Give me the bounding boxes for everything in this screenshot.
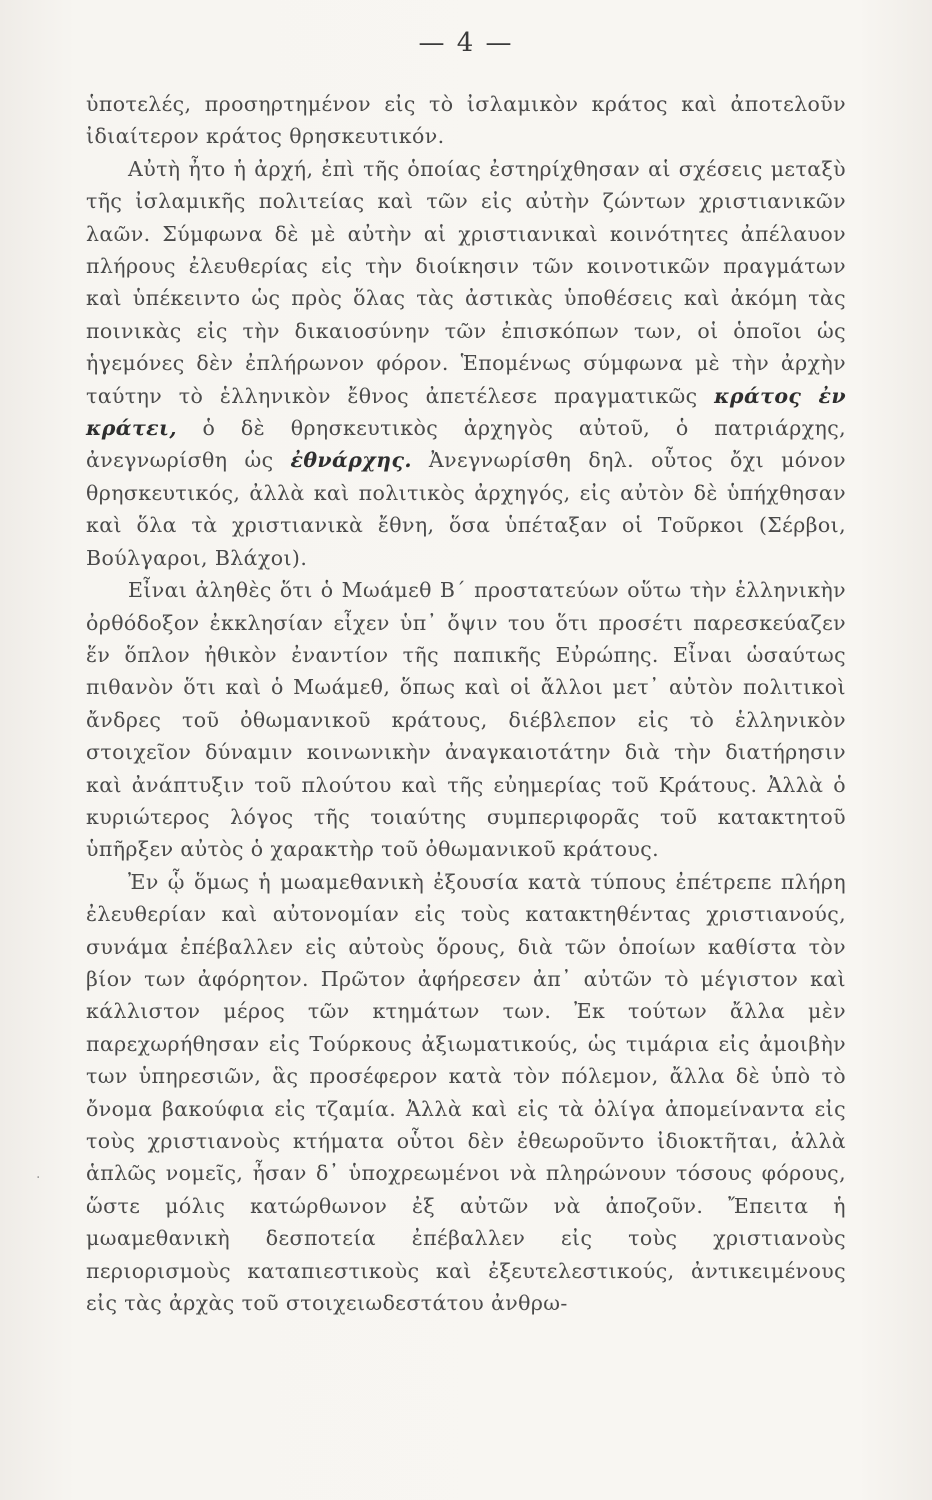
body-text — [86, 88, 846, 1319]
paragraph-1 — [86, 88, 846, 153]
paragraph-4 — [86, 866, 846, 1320]
text-segment: Αὐτὴ ἦτο ἡ ἀρχή, ἐπὶ τῆς ὁποίας ἐστηρίχθησαν αἱ σχέσεις μεταξὺ τῆς ἰσλαμικῆς πολιτείας καὶ τῶν εἰς αὐτὴν ζώντων χριστιανικῶν λαῶν. Σύμφωνα δὲ μὲ αὐτὴν αἱ χριστιανικαὶ κοινότητες ἀπέλαυον πλήρους ἐλευθερίας εἰς τὴν διοίκησιν τῶν κοινοτικῶν πραγμάτων καὶ ὑπέκειντο ὡς πρὸς ὅλας τὰς ἀστικὰς ὑποθέσεις καὶ ἀκόμη τὰς ποινικὰς εἰς τὴν δικαιοσύνην τῶν ἐπισκόπων των, οἱ ὁποῖοι ὡς ἡγεμόνες δὲν ἐπλήρωνον φόρον. Ἑπομένως σύμφωνα μὲ τὴν ἀρχὴν ταύτην τὸ ἑλληνικὸν ἔθνος ἀπετέλεσε πραγματικῶς — [86, 156, 846, 408]
page-number: — 4 — — [418, 28, 514, 58]
emphasized-word-ethnarches: ἐθνάρχης. — [290, 448, 412, 473]
text-segment: Ἀνεγνωρίσθη δηλ. οὗτος ὄχι μόνον θρησκευτικός, ἀλλὰ καὶ πολιτικὸς ἀρχηγός, εἰς αὐτὸν δὲ ὑπήχθησαν καὶ ὅλα τὰ χριστιανικὰ ἔθνη, ὅσα ὑπέταξαν οἱ Τοῦρκοι (Σέρβοι, Βούλγαροι, Βλάχοι). — [86, 448, 846, 570]
paragraph-2 — [86, 153, 846, 574]
paragraph-3 — [86, 574, 846, 866]
emphasized-phrase-kratos-en-kratei: κράτος ἐν κράτει, — [86, 383, 846, 441]
scan-speck: · — [36, 1170, 41, 1186]
text-segment: Εἶναι ἀληθὲς ὅτι ὁ Μωάμεθ Β΄ προστατεύων οὕτω τὴν ἑλληνικὴν ὀρθόδοξον ἐκκλησίαν εἶχεν ὑπ᾿ ὄψιν του ὅτι προσέτι παρεσκεύαζεν ἕν ὅπλον ἠθικὸν ἐναντίον τῆς παπικῆς Εὐρώπης. Εἶναι ὡσαύτως πιθανὸν ὅτι καὶ ὁ Μωάμεθ, ὅπως καὶ οἱ ἄλλοι μετ᾿ αὐτὸν πολιτικοὶ ἄνδρες τοῦ ὀθωμανικοῦ κράτους, διέβλεπον εἰς τὸ ἑλληνικὸν στοιχεῖον δύναμιν κοινωνικὴν ἀναγκαιοτάτην διὰ τὴν διατήρησιν καὶ ἀνάπτυξιν τοῦ πλούτου καὶ τῆς εὐημερίας τοῦ Κράτους. Ἀλλὰ ὁ κυριώτερος λόγος τῆς τοιαύτης συμπεριφορᾶς τοῦ κατακτητοῦ ὑπῆρξεν αὐτὸς ὁ χαρακτὴρ τοῦ ὀθωμανικοῦ κράτους. — [86, 578, 846, 862]
text-segment: Ἐν ᾧ ὅμως ἡ μωαμεθανικὴ ἐξουσία κατὰ τύπους ἐπέτρεπε πλήρη ἐλευθερίαν καὶ αὐτονομίαν εἰς τοὺς κατακτηθέντας χριστιανούς, συνάμα ἐπέβαλλεν εἰς αὐτοὺς ὅρους, διὰ τῶν ὁποίων καθίστα τὸν βίον των ἀφόρητον. Πρῶτον ἀφήρεσεν ἀπ᾿ αὐτῶν τὸ μέγιστον καὶ κάλλιστον μέρος τῶν κτημάτων των. Ἐκ τούτων ἄλλα μὲν παρεχωρήθησαν εἰς Τούρκους ἀξιωματικούς, ὡς τιμάρια εἰς ἀμοιβὴν των ὑπηρεσιῶν, ἃς προσέφερον κατὰ τὸν πόλεμον, ἄλλα δὲ ὑπὸ τὸ ὄνομα βακούφια εἰς τζαμία. Ἀλλὰ καὶ εἰς τὰ ὀλίγα ἀπομείναντα εἰς τοὺς χριστιανοὺς κτήματα οὗτοι δὲν ἐθεωροῦντο ἰδιοκτῆται, ἀλλὰ ἁπλῶς νομεῖς, ἦσαν δ᾿ ὑποχρεωμένοι νὰ πληρώνουν τόσους φόρους, ὥστε μόλις κατώρθωνον ἐξ αὐτῶν νὰ ἀποζοῦν. Ἔπειτα ἡ μωαμεθανικὴ δεσποτεία ἐπέβαλλεν εἰς τοὺς χριστιανοὺς περιορισμοὺς καταπιεστικοὺς καὶ ἐξευτελεστικούς, ἀντικειμένους εἰς τὰς ἀρχὰς τοῦ στοιχειωδεστάτου ἀνθρω- — [86, 869, 846, 1316]
text-segment: ὑποτελές, προσηρτημένον εἰς τὸ ἰσλαμικὸν κράτος καὶ ἀποτελοῦν ἰδιαίτερον κράτος θρησκευτικόν. — [86, 92, 846, 149]
text-segment: ὁ δὲ θρησκευτικὸς ἀρχηγὸς αὐτοῦ, ὁ πατριάρχης, ἀνεγνωρίσθη ὡς — [86, 416, 846, 473]
